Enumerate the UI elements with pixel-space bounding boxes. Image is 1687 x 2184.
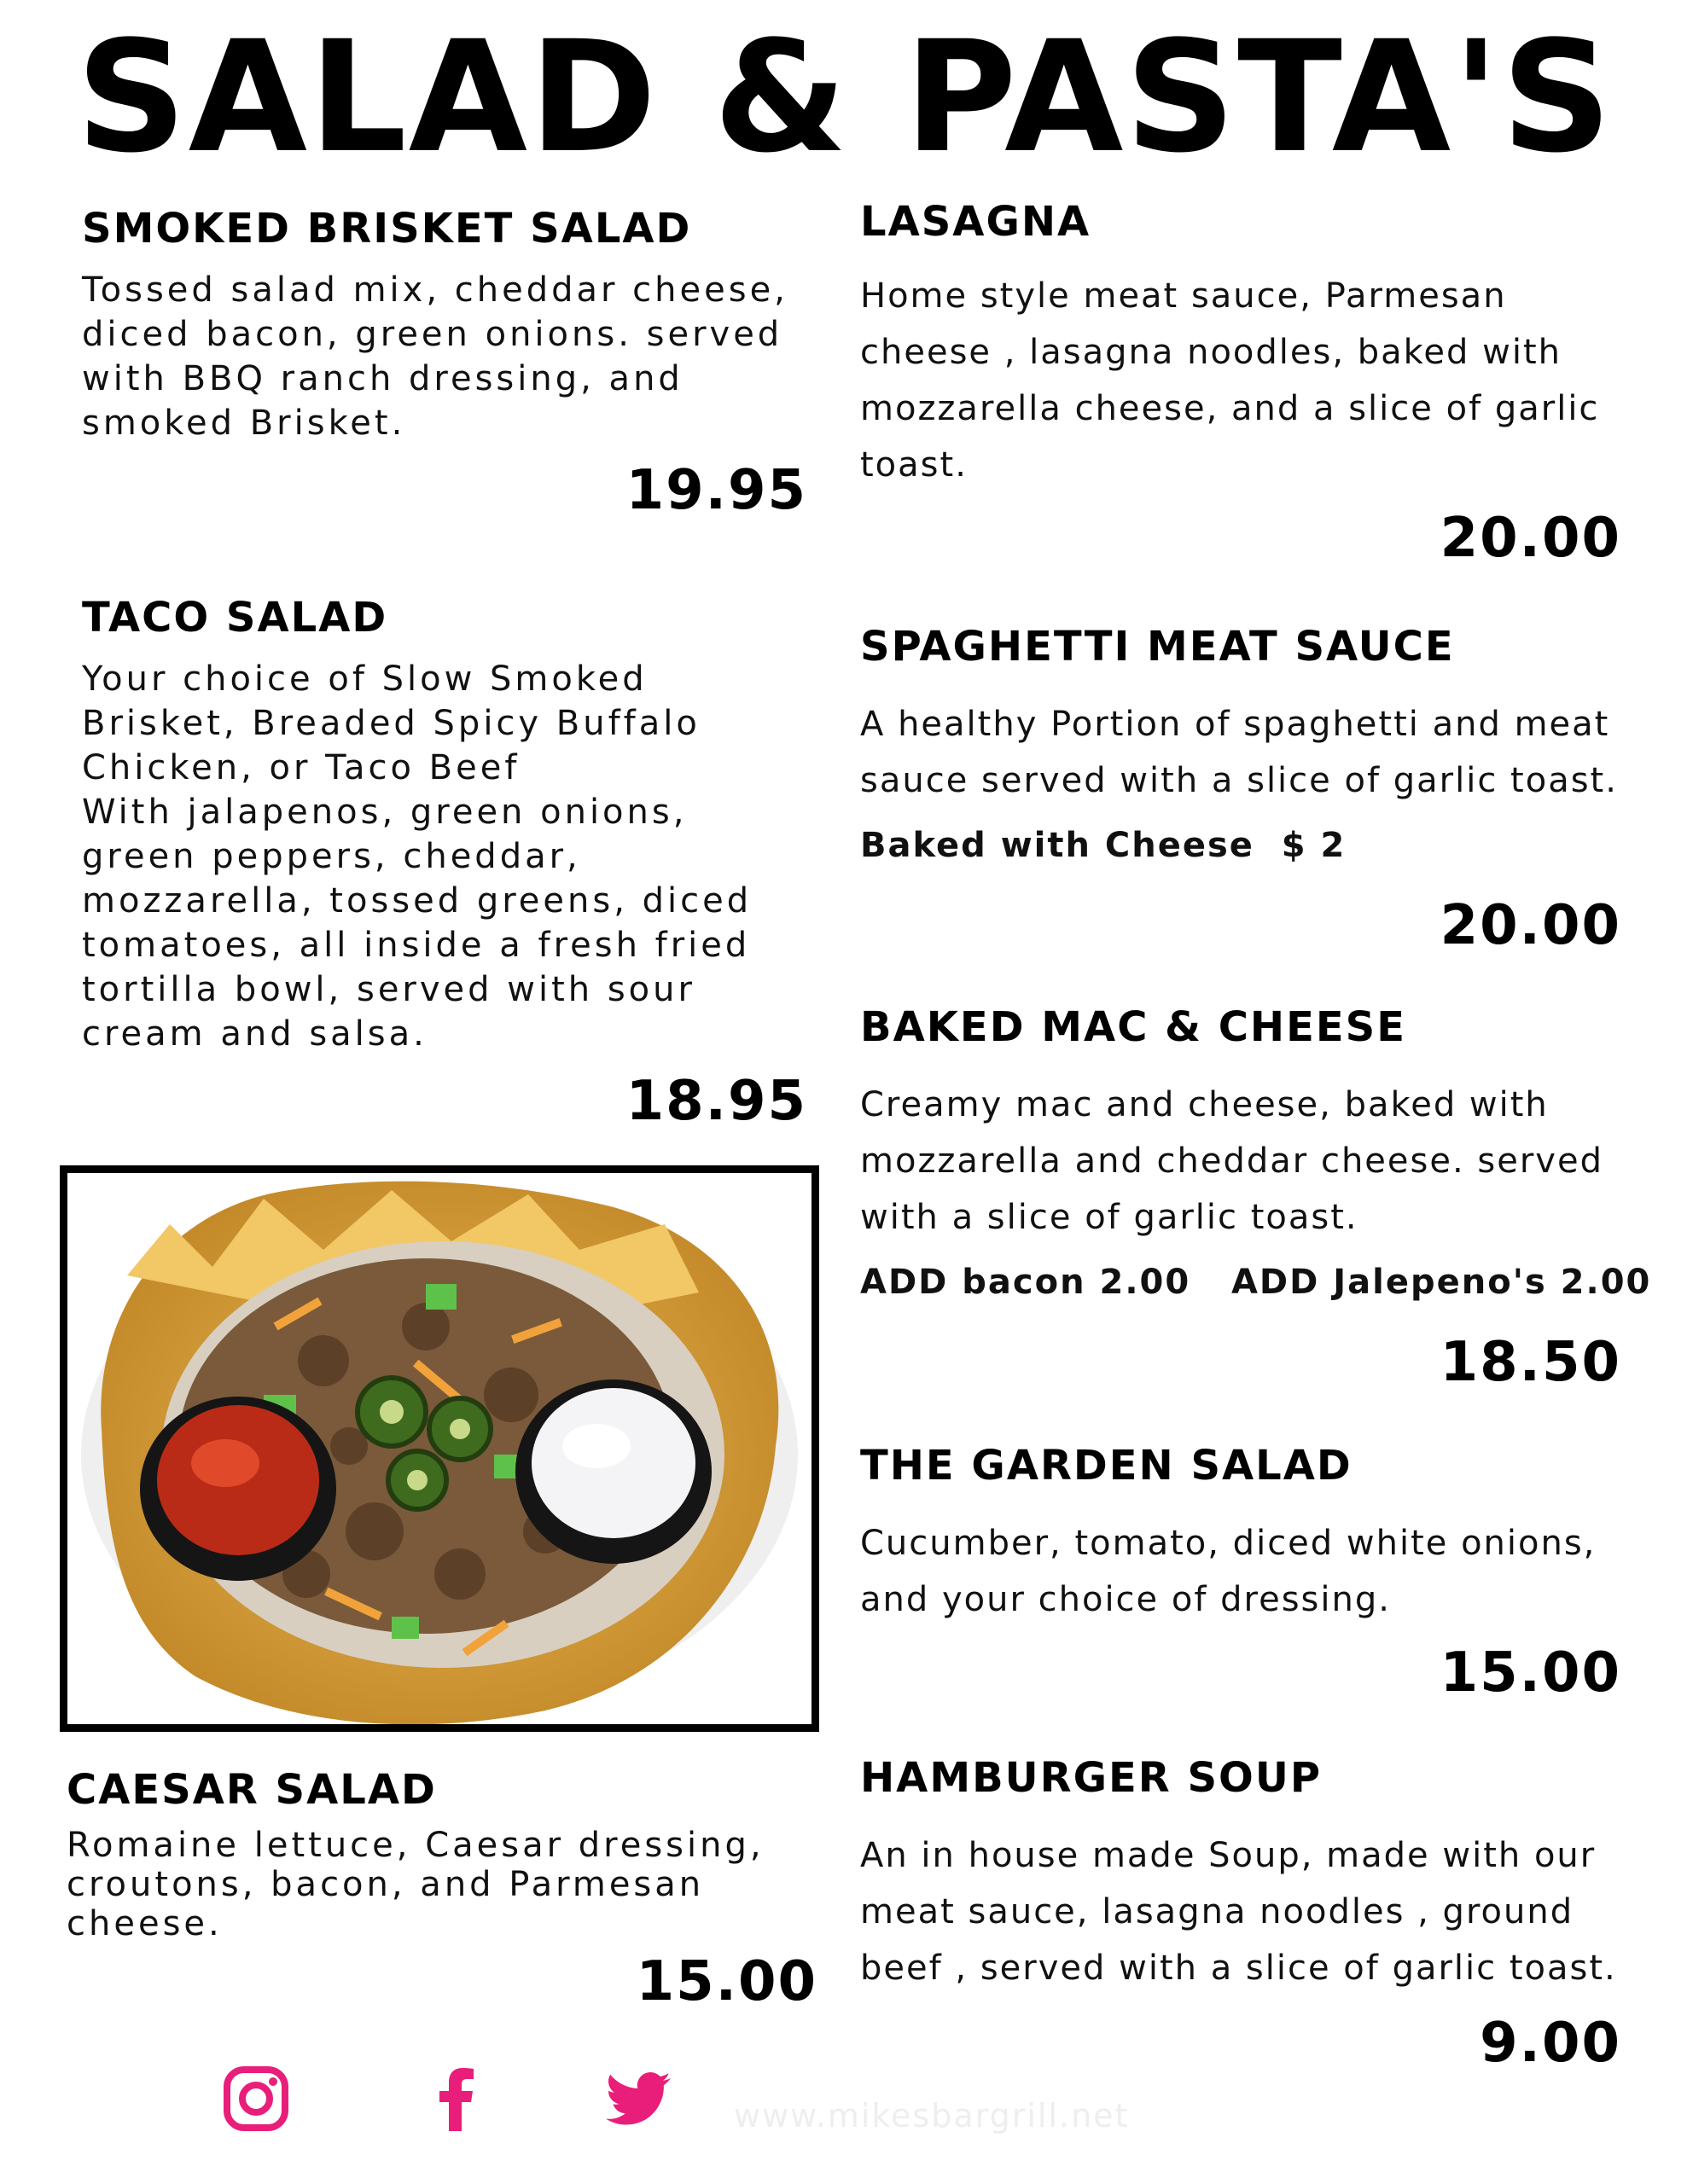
item-price: 18.50 [1440, 1331, 1621, 1394]
menu-item-taco-salad [82, 594, 807, 1140]
item-description: Romaine lettuce, Caesar dressing, croutons, bacon, and Parmesan cheese. [67, 1826, 765, 1943]
item-name: THE GARDEN SALAD [860, 1442, 1353, 1490]
twitter-icon[interactable] [606, 2065, 674, 2133]
item-price: 15.00 [1440, 1641, 1621, 1705]
item-description: Cucumber, tomato, diced white onions, and your choice of dressing. [860, 1524, 1597, 1619]
item-description: Home style meat sauce, Parmesan cheese , lasagna noodles, baked with mozzarella cheese, and a slice of garlic toast. [860, 276, 1600, 485]
website-watermark: www.mikesbargrill.net [734, 2097, 1130, 2135]
menu-item-caesar-salad [67, 1766, 817, 2022]
menu-item-baked-mac-cheese [860, 1003, 1652, 1404]
page-title: SALAD & PASTA'S [76, 9, 1614, 187]
menu-item-smoked-brisket-salad [82, 205, 807, 529]
facebook-icon[interactable] [422, 2065, 491, 2133]
item-note: ADD bacon 2.00 ADD Jalepeno's 2.00 [860, 1263, 1652, 1302]
menu-item-hamburger-soup [860, 1754, 1621, 2078]
item-price: 20.00 [1440, 507, 1621, 570]
menu-item-spaghetti-meat-sauce [860, 623, 1621, 964]
item-name: SPAGHETTI MEAT SAUCE [860, 623, 1455, 671]
item-description: An in house made Soup, made with our meat sauce, lasagna noodles , ground beef , served with a slice of garlic toast. [860, 1836, 1617, 1988]
item-name: SMOKED BRISKET SALAD [82, 205, 692, 253]
item-name: HAMBURGER SOUP [860, 1754, 1322, 1802]
item-description: A healthy Portion of spaghetti and meat sauce served with a slice of garlic toast. [860, 705, 1618, 800]
item-name: CAESAR SALAD [67, 1766, 437, 1814]
item-description: Tossed salad mix, cheddar cheese, diced bacon, green onions. served with BBQ ranch dressing, and smoked Brisket. [82, 270, 788, 443]
instagram-icon[interactable] [222, 2065, 290, 2133]
menu-item-lasagna [860, 198, 1621, 582]
item-note: Baked with Cheese $ 2 [860, 826, 1347, 865]
item-description: Creamy mac and cheese, baked with mozzarella and cheddar cheese. served with a slice of garlic toast. [860, 1085, 1603, 1237]
item-price: 15.00 [636, 1950, 817, 2013]
item-price: 18.95 [625, 1070, 807, 1133]
item-price: 20.00 [1440, 894, 1621, 957]
item-name: BAKED MAC & CHEESE [860, 1003, 1407, 1051]
item-description: Your choice of Slow Smoked Brisket, Breaded Spicy Buffalo Chicken, or Taco Beef With jalapenos, green onions, green peppers, cheddar, mozzarella, tossed greens, diced tomatoes, all inside a fresh fried tortilla bowl, served with sour cream and salsa. [82, 659, 753, 1054]
item-name: LASAGNA [860, 198, 1091, 246]
taco-salad-image [67, 1173, 812, 1724]
menu-item-garden-salad [860, 1442, 1621, 1723]
taco-salad-photo [60, 1165, 819, 1732]
item-price: 9.00 [1480, 2012, 1621, 2075]
item-price: 19.95 [625, 459, 807, 522]
item-name: TACO SALAD [82, 594, 388, 642]
